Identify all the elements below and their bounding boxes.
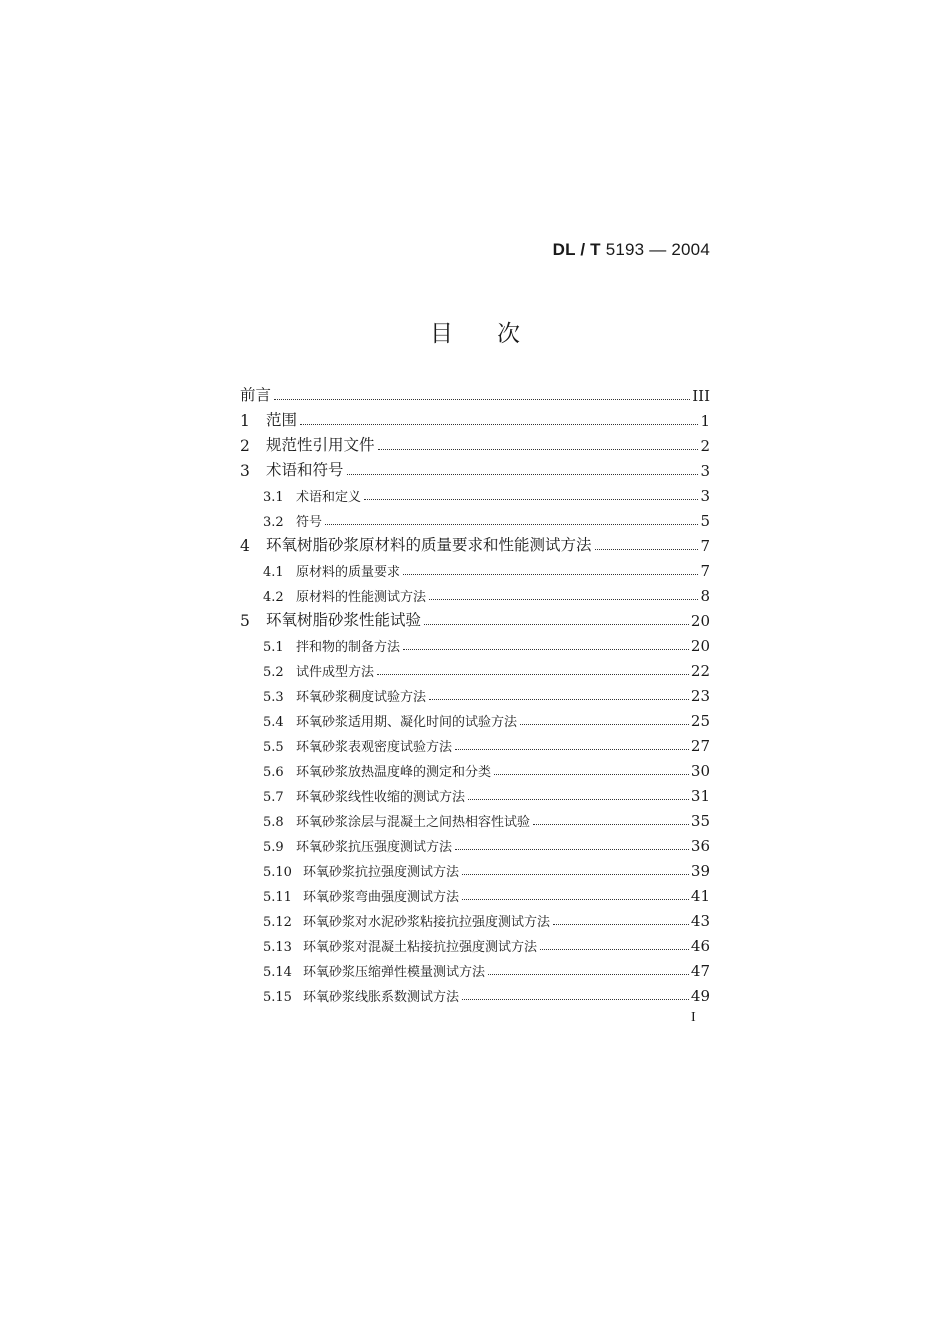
toc-leader-dots bbox=[429, 599, 698, 600]
toc-leader-dots bbox=[378, 449, 699, 450]
toc-entry-title: 环氧砂浆涂层与混凝土之间热相容性试验 bbox=[296, 815, 531, 830]
toc-entry-number: 5.6 bbox=[263, 765, 284, 780]
toc-entry[interactable] bbox=[240, 905, 710, 930]
toc-entry-title: 环氧砂浆压缩弹性模量测试方法 bbox=[303, 965, 486, 980]
toc-entry-page: 3 bbox=[700, 462, 710, 480]
toc-entry-title: 环氧砂浆线胀系数测试方法 bbox=[303, 990, 460, 1005]
toc-leader-dots bbox=[533, 824, 689, 825]
toc-entry-number: 5.2 bbox=[263, 665, 284, 680]
toc-entry-page: III bbox=[692, 387, 710, 405]
toc-entry-number: 5.11 bbox=[263, 890, 292, 905]
toc-leader-dots bbox=[595, 549, 699, 550]
toc-entry-number: 3.1 bbox=[263, 490, 284, 505]
toc-leader-dots bbox=[364, 499, 698, 500]
toc-entry-title: 环氧砂浆放热温度峰的测定和分类 bbox=[296, 765, 492, 780]
toc-entry[interactable] bbox=[240, 780, 710, 805]
toc-entry-page: 30 bbox=[690, 762, 710, 780]
toc-entry-title: 前言 bbox=[240, 386, 272, 404]
toc-entry-title: 环氧砂浆弯曲强度测试方法 bbox=[303, 890, 460, 905]
toc-entry[interactable] bbox=[240, 405, 710, 430]
toc-leader-dots bbox=[403, 649, 689, 650]
toc-entry[interactable] bbox=[240, 655, 710, 680]
toc-entry-title: 环氧树脂砂浆原材料的质量要求和性能测试方法 bbox=[266, 536, 592, 554]
toc-entry-title: 试件成型方法 bbox=[296, 665, 375, 680]
toc-leader-dots bbox=[462, 999, 689, 1000]
toc-entry-title: 范围 bbox=[266, 411, 298, 429]
toc-entry-page: 47 bbox=[690, 962, 710, 980]
toc-entry[interactable] bbox=[240, 755, 710, 780]
toc-leader-dots bbox=[494, 774, 689, 775]
toc-entry-number: 5.4 bbox=[263, 715, 284, 730]
toc-entry[interactable] bbox=[240, 480, 710, 505]
toc-entry-number: 5.7 bbox=[263, 790, 284, 805]
title-char-2: 次 bbox=[497, 321, 520, 347]
toc-entry-page: 22 bbox=[690, 662, 710, 680]
toc-entry[interactable] bbox=[240, 830, 710, 855]
toc-entry[interactable] bbox=[240, 605, 710, 630]
toc-entry-page: 8 bbox=[700, 587, 710, 605]
toc-entry-number: 5.5 bbox=[263, 740, 284, 755]
toc-entry[interactable] bbox=[240, 880, 710, 905]
toc-leader-dots bbox=[377, 674, 689, 675]
page-number: I bbox=[691, 1010, 696, 1025]
toc-entry-title: 术语和符号 bbox=[266, 461, 344, 479]
toc-entry[interactable] bbox=[240, 455, 710, 480]
toc-entry-page: 2 bbox=[700, 437, 710, 455]
toc-entry[interactable] bbox=[240, 380, 710, 405]
toc-leader-dots bbox=[468, 799, 689, 800]
toc-entry-page: 20 bbox=[690, 612, 710, 630]
toc-entry-title: 环氧砂浆抗拉强度测试方法 bbox=[303, 865, 460, 880]
toc-entry-page: 25 bbox=[690, 712, 710, 730]
toc-entry-number: 5.14 bbox=[263, 965, 292, 980]
toc-entry-page: 31 bbox=[690, 787, 710, 805]
toc-entry[interactable] bbox=[240, 730, 710, 755]
toc-entry-title: 符号 bbox=[296, 515, 323, 530]
page-title bbox=[0, 315, 950, 348]
toc-entry-number: 2 bbox=[240, 437, 250, 455]
toc-entry-title: 环氧砂浆适用期、凝化时间的试验方法 bbox=[296, 715, 518, 730]
toc-entry-page: 7 bbox=[700, 537, 710, 555]
toc-entry-page: 3 bbox=[700, 487, 710, 505]
toc-entry-page: 49 bbox=[690, 987, 710, 1005]
toc-entry[interactable] bbox=[240, 530, 710, 555]
toc-entry-number: 5.1 bbox=[263, 640, 284, 655]
toc-leader-dots bbox=[520, 724, 689, 725]
toc-entry-number: 3 bbox=[240, 462, 250, 480]
toc-entry-page: 36 bbox=[690, 837, 710, 855]
toc-entry-number: 5.8 bbox=[263, 815, 284, 830]
toc-entry-title: 规范性引用文件 bbox=[266, 436, 375, 454]
title-char-1: 目 bbox=[430, 321, 453, 347]
toc-entry-title: 环氧树脂砂浆性能试验 bbox=[266, 611, 422, 629]
toc-leader-dots bbox=[488, 974, 689, 975]
toc-entry[interactable] bbox=[240, 805, 710, 830]
toc-entry-page: 5 bbox=[700, 512, 710, 530]
toc-entry-title: 环氧砂浆对水泥砂浆粘接抗拉强度测试方法 bbox=[303, 915, 551, 930]
toc-entry-page: 20 bbox=[690, 637, 710, 655]
toc-entry-number: 5 bbox=[240, 612, 250, 630]
toc-entry[interactable] bbox=[240, 430, 710, 455]
toc-entry-page: 27 bbox=[690, 737, 710, 755]
toc-entry[interactable] bbox=[240, 855, 710, 880]
standard-code bbox=[553, 240, 710, 260]
toc-entry-title: 环氧砂浆稠度试验方法 bbox=[296, 690, 427, 705]
toc-entry-number: 5.13 bbox=[263, 940, 292, 955]
toc-leader-dots bbox=[347, 474, 699, 475]
toc-entry-number: 4 bbox=[240, 537, 250, 555]
toc-entry-title: 术语和定义 bbox=[296, 490, 362, 505]
toc-entry[interactable] bbox=[240, 555, 710, 580]
toc-entry-number: 1 bbox=[240, 412, 250, 430]
toc-entry-page: 43 bbox=[690, 912, 710, 930]
toc-entry-page: 41 bbox=[690, 887, 710, 905]
toc-entry-title: 环氧砂浆线性收缩的测试方法 bbox=[296, 790, 466, 805]
toc-entry[interactable] bbox=[240, 705, 710, 730]
toc-leader-dots bbox=[403, 574, 698, 575]
toc-leader-dots bbox=[274, 399, 690, 400]
toc-entry-title: 环氧砂浆表观密度试验方法 bbox=[296, 740, 453, 755]
toc-leader-dots bbox=[300, 424, 698, 425]
toc-entry-number: 5.3 bbox=[263, 690, 284, 705]
toc-entry-page: 46 bbox=[690, 937, 710, 955]
toc-entry-number: 5.10 bbox=[263, 865, 292, 880]
toc-leader-dots bbox=[462, 899, 689, 900]
toc-entry[interactable] bbox=[240, 580, 710, 605]
toc-entry-title: 拌和物的制备方法 bbox=[296, 640, 401, 655]
toc-entry-number: 4.2 bbox=[263, 590, 284, 605]
toc-entry-page: 23 bbox=[690, 687, 710, 705]
toc-entry-title: 环氧砂浆对混凝土粘接抗拉强度测试方法 bbox=[303, 940, 538, 955]
toc-entry[interactable] bbox=[240, 505, 710, 530]
toc-entry[interactable] bbox=[240, 630, 710, 655]
toc-entry[interactable] bbox=[240, 680, 710, 705]
toc-entry-title: 原材料的性能测试方法 bbox=[296, 590, 427, 605]
toc-leader-dots bbox=[462, 874, 689, 875]
toc-leader-dots bbox=[540, 949, 689, 950]
toc-leader-dots bbox=[553, 924, 689, 925]
toc-leader-dots bbox=[424, 624, 689, 625]
toc-entry-number: 4.1 bbox=[263, 565, 284, 580]
toc-leader-dots bbox=[325, 524, 698, 525]
toc-leader-dots bbox=[429, 699, 689, 700]
standard-code-number: 5193 — 2004 bbox=[605, 240, 710, 259]
toc-entry-number: 5.15 bbox=[263, 990, 292, 1005]
toc-entry[interactable] bbox=[240, 980, 710, 1005]
toc-entry-number: 3.2 bbox=[263, 515, 284, 530]
toc-leader-dots bbox=[455, 849, 689, 850]
toc-entry[interactable] bbox=[240, 930, 710, 955]
toc-entry-page: 35 bbox=[690, 812, 710, 830]
toc-entry[interactable] bbox=[240, 955, 710, 980]
toc-entry-page: 1 bbox=[700, 412, 710, 430]
toc-entry-title: 原材料的质量要求 bbox=[296, 565, 401, 580]
toc-entry-number: 5.9 bbox=[263, 840, 284, 855]
toc-leader-dots bbox=[455, 749, 689, 750]
toc-entry-page: 39 bbox=[690, 862, 710, 880]
toc-entry-page: 7 bbox=[700, 562, 710, 580]
toc-entry-number: 5.12 bbox=[263, 915, 292, 930]
standard-code-prefix: DL / T bbox=[552, 240, 601, 259]
toc-entry-title: 环氧砂浆抗压强度测试方法 bbox=[296, 840, 453, 855]
